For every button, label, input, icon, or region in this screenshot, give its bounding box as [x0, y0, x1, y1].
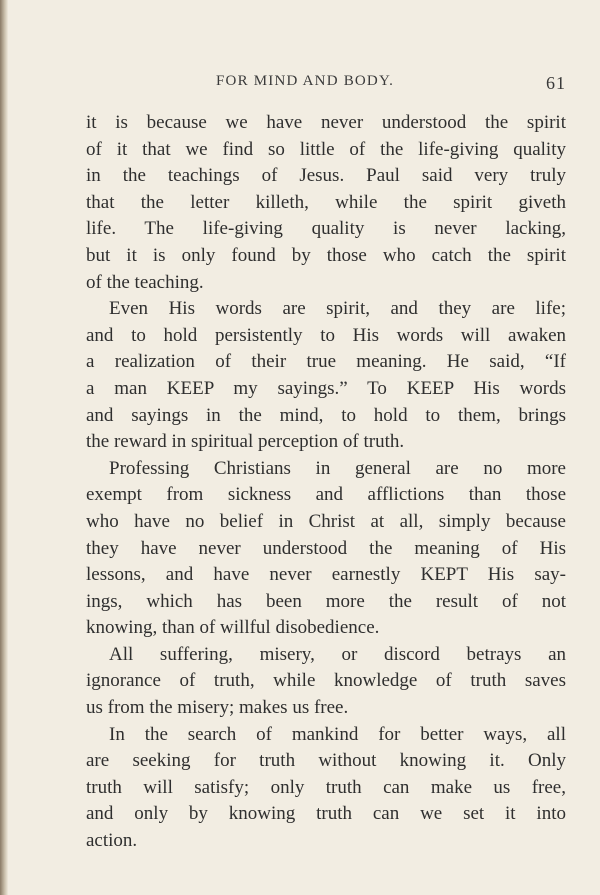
text-line: lessons, and have never earnestly KEPT His say- [86, 564, 566, 586]
text-line: who have no belief in Christ at all, simply because [86, 510, 566, 532]
text-line: and to hold persistently to His words will awaken [86, 324, 566, 346]
text-line: Even His words are spirit, and they are life; [109, 298, 566, 320]
text-line: of it that we find so little of the life-giving quality [86, 138, 566, 160]
running-title: FOR MIND AND BODY. [216, 73, 395, 89]
text-line: us from the misery; makes us free. [86, 697, 349, 719]
text-line: it is because we have never understood the spirit [86, 112, 566, 133]
text-line: in the teachings of Jesus. Paul said very truly [86, 165, 566, 187]
text-line: ings, which has been more the result of not [86, 590, 566, 612]
text-line: a realization of their true meaning. He said, “If [86, 351, 566, 373]
text-line: they have never understood the meaning of His [86, 537, 566, 559]
text-line: In the search of mankind for better ways, all [109, 723, 566, 745]
text-line: of the teaching. [86, 271, 204, 293]
text-line: All suffering, misery, or discord betrays an [109, 643, 566, 665]
text-line: and sayings in the mind, to hold to them, brings [86, 404, 566, 426]
text-line: truth will satisfy; only truth can make us free, [86, 776, 566, 798]
text-line: knowing, than of willful disobedience. [86, 617, 380, 639]
page-number: 61 [546, 73, 566, 93]
text-line: that the letter killeth, while the spirit giveth [86, 191, 566, 213]
text-line: are seeking for truth without knowing it. Only [86, 750, 566, 772]
text-line: the reward in spiritual perception of truth. [86, 431, 405, 453]
text-line: a man KEEP my sayings.” To KEEP His words [86, 377, 566, 399]
binding-edge [0, 0, 8, 895]
text-line: but it is only found by those who catch the spirit [86, 244, 566, 266]
body-text [86, 110, 566, 855]
text-line: Professing Christians in general are no more [109, 457, 566, 479]
page-header [84, 73, 566, 99]
text-line: exempt from sickness and afflictions than those [86, 484, 566, 506]
text-line: life. The life-giving quality is never lacking, [86, 218, 566, 240]
text-line: and only by knowing truth can we set it into [86, 803, 566, 825]
text-line: ignorance of truth, while knowledge of truth saves [86, 670, 566, 692]
text-line: action. [86, 830, 138, 852]
